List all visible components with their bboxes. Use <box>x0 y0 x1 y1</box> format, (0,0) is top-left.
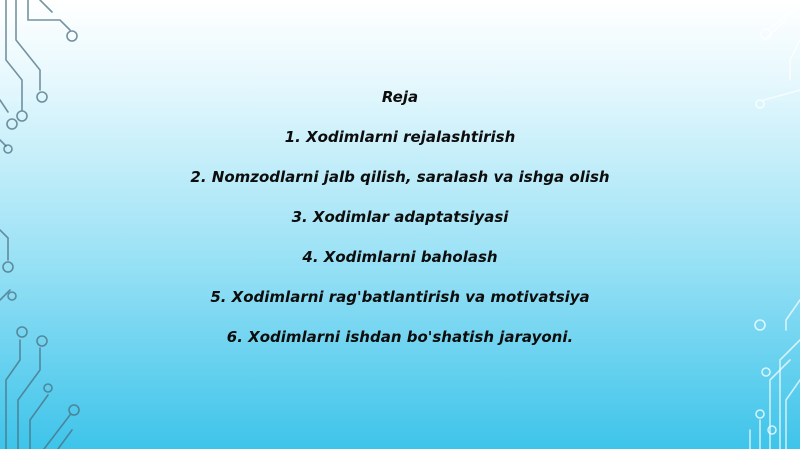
agenda <box>120 86 680 366</box>
agenda-item: 4. Xodimlarni baholash <box>302 248 498 266</box>
agenda-item: 1. Xodimlarni rejalashtirish <box>284 128 516 146</box>
agenda-item: 5. Xodimlarni rag'batlantirish va motivatsiya <box>210 288 590 306</box>
agenda-item: 6. Xodimlarni ishdan bo'shatish jarayoni. <box>226 328 574 346</box>
agenda-item: 3. Xodimlar adaptatsiyasi <box>291 208 509 226</box>
agenda-item: 2. Nomzodlarni jalb qilish, saralash va ishga olish <box>190 168 610 186</box>
slide-title: Reja <box>381 88 419 106</box>
circuit-decoration-right <box>690 0 800 449</box>
circuit-decoration-left <box>0 0 110 449</box>
